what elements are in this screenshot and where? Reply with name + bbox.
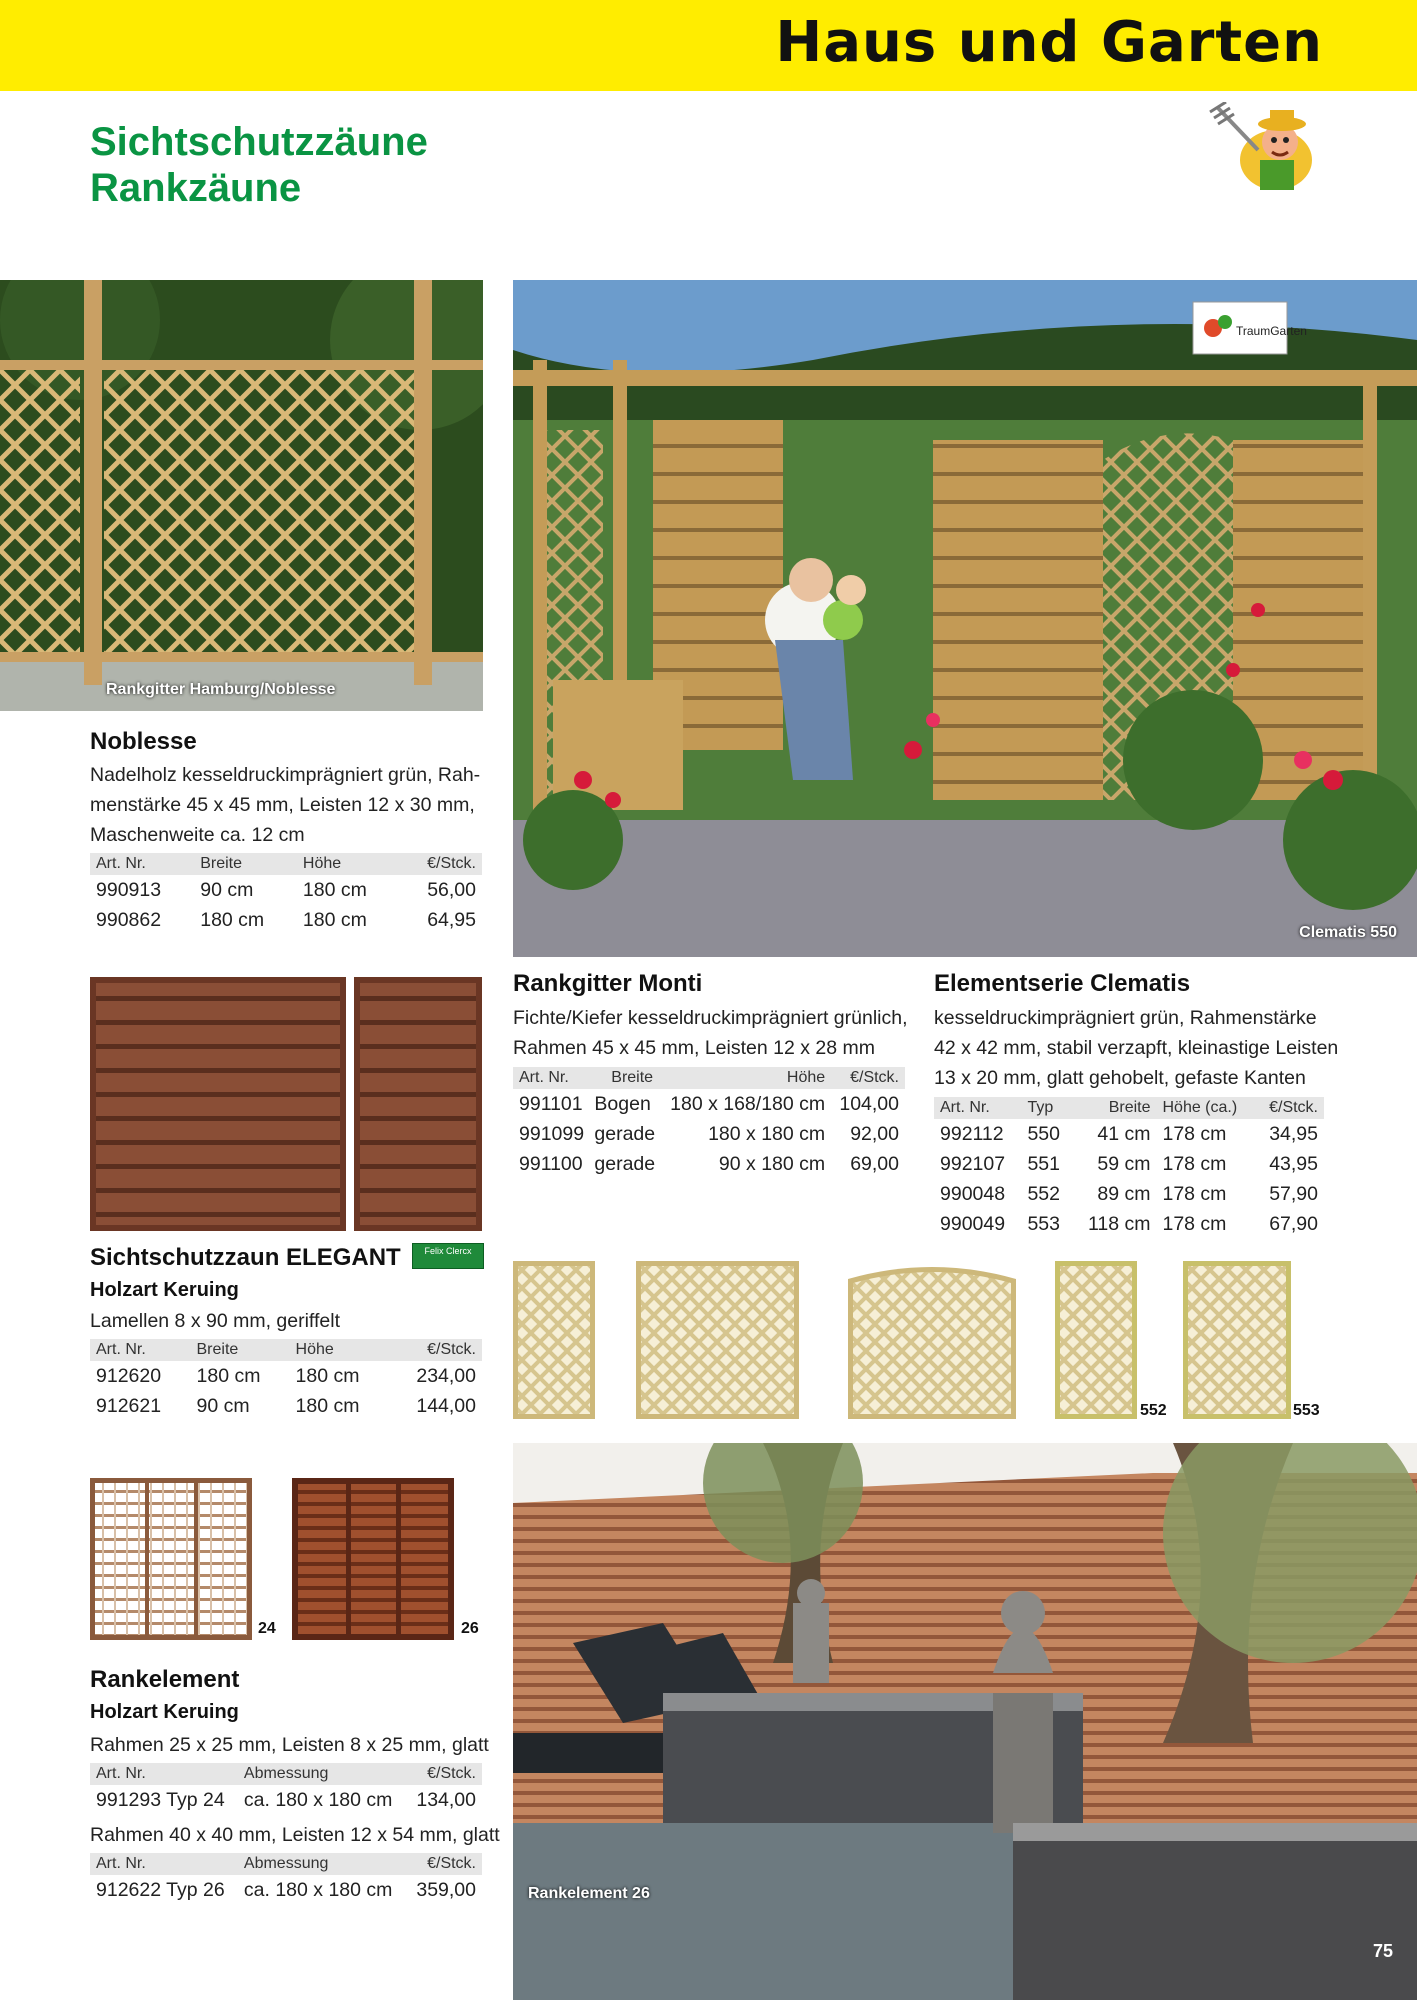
product-title-clematis: Elementserie Clematis bbox=[934, 970, 1191, 997]
product-image-elegant-narrow bbox=[354, 977, 482, 1231]
price-table-monti: Art. Nr. Breite Höhe €/Stck. 991101 Bogen 180 x 168/180 cm 104,00 991099 gerade 180 x 180 cm 92,00 991100 gerade 90 x 180 cm 69,00 bbox=[513, 1067, 905, 1179]
product-subtitle: Holzart Keruing bbox=[90, 1279, 239, 1301]
brand-badge: Felix Clercx bbox=[412, 1243, 484, 1269]
table-row: 990048 552 89 cm 178 cm 57,90 bbox=[940, 1182, 1318, 1205]
lattice-image-monti-straight bbox=[636, 1261, 799, 1419]
product-image-elegant-wide bbox=[90, 977, 346, 1231]
table-row: 990913 90 cm 180 cm 56,00 bbox=[96, 878, 476, 901]
page-title: Sichtschutzzäune bbox=[90, 120, 428, 164]
product-title-noblesse: Noblesse bbox=[90, 728, 197, 755]
type-label-552: 552 bbox=[1140, 1402, 1167, 1419]
photo-caption: Rankelement 26 bbox=[528, 1885, 650, 1902]
table-row: 991293 Typ 24 ca. 180 x 180 cm 134,00 bbox=[96, 1788, 476, 1811]
product-title-rankelement: Rankelement bbox=[90, 1666, 240, 1693]
product-title-elegant: Sichtschutzzaun ELEGANT bbox=[90, 1244, 401, 1271]
table-row: 991101 Bogen 180 x 168/180 cm 104,00 bbox=[519, 1092, 899, 1115]
page-number: 75 bbox=[1372, 1941, 1393, 1961]
price-table-clematis: Art. Nr. Typ Breite Höhe (ca.) €/Stck. 992112 550 41 cm 178 cm 34,95 992107 551 59 cm 178 cm 43,95 990048 552 89 cm 178 cm 57,90 990049 553 118 cm 178 cm 67,90 bbox=[934, 1097, 1324, 1239]
product-description: Lamellen 8 x 90 mm, geriffelt bbox=[90, 1310, 341, 1332]
type-label-26: 26 bbox=[461, 1620, 479, 1637]
section-title: Haus und Garten bbox=[775, 10, 1323, 75]
photo-rankgitter-hamburg bbox=[0, 280, 483, 711]
price-table-elegant: Art. Nr. Breite Höhe €/Stck. 912620 180 cm 180 cm 234,00 912621 90 cm 180 cm 144,00 bbox=[90, 1339, 482, 1421]
price-table-noblesse: Art. Nr. Breite Höhe €/Stck. 990913 90 cm 180 cm 56,00 990862 180 cm 180 cm 64,95 bbox=[90, 853, 482, 935]
table-row: 991099 gerade 180 x 180 cm 92,00 bbox=[519, 1122, 899, 1145]
photo-clematis-pergola bbox=[513, 280, 1417, 957]
product-description: Rahmen 40 x 40 mm, Leisten 12 x 54 mm, glatt bbox=[90, 1824, 500, 1846]
product-description: Fichte/Kiefer kesseldruckimprägniert grünlich, Rahmen 45 x 45 mm, Leisten 12 x 28 mm bbox=[513, 1007, 908, 1059]
table-row: 912621 90 cm 180 cm 144,00 bbox=[96, 1394, 476, 1417]
product-description: kesseldruckimprägniert grün, Rahmenstärke 42 x 42 mm, stabil verzapft, kleinastige Leisten 13 x 20 mm, glatt gehobelt, gefaste Kanten bbox=[934, 1007, 1339, 1089]
brand-logo: TraumGarten bbox=[1236, 324, 1307, 338]
table-row: 912622 Typ 26 ca. 180 x 180 cm 359,00 bbox=[96, 1878, 476, 1901]
table-row: 992107 551 59 cm 178 cm 43,95 bbox=[940, 1152, 1318, 1175]
table-row: 991100 gerade 90 x 180 cm 69,00 bbox=[519, 1152, 899, 1175]
photo-rankelement-garden bbox=[513, 1443, 1417, 2000]
price-table-rankelement-24: Art. Nr. Abmessung €/Stck. 991293 Typ 24 ca. 180 x 180 cm 134,00 bbox=[90, 1763, 482, 1815]
product-image-rankelement-26 bbox=[292, 1478, 454, 1640]
lattice-defs bbox=[0, 0, 1, 1]
product-description: Nadelholz kesseldruckimprägniert grün, Rah- menstärke 45 x 45 mm, Leisten 12 x 30 mm, Maschenweite ca. 12 cm bbox=[90, 764, 481, 846]
table-row: 990862 180 cm 180 cm 64,95 bbox=[96, 908, 476, 931]
lattice-image-monti-arch bbox=[848, 1261, 1016, 1419]
product-subtitle: Holzart Keruing bbox=[90, 1701, 239, 1723]
table-row: 912620 180 cm 180 cm 234,00 bbox=[96, 1364, 476, 1387]
photo-caption: Rankgitter Hamburg/Noblesse bbox=[106, 681, 336, 698]
price-table-rankelement-26: Art. Nr. Abmessung €/Stck. 912622 Typ 26 ca. 180 x 180 cm 359,00 bbox=[90, 1853, 482, 1905]
product-image-rankelement-24 bbox=[90, 1478, 252, 1640]
gardener-mascot-icon bbox=[1208, 102, 1326, 194]
table-row: 992112 550 41 cm 178 cm 34,95 bbox=[940, 1122, 1318, 1145]
lattice-image-clematis-553 bbox=[1183, 1261, 1291, 1419]
lattice-image-monti-narrow bbox=[513, 1261, 595, 1419]
product-description: Rahmen 25 x 25 mm, Leisten 8 x 25 mm, glatt bbox=[90, 1734, 489, 1756]
photo-caption: Clematis 550 bbox=[1299, 924, 1397, 941]
page-subtitle: Rankzäune bbox=[90, 166, 302, 210]
type-label-24: 24 bbox=[258, 1620, 276, 1637]
product-title-monti: Rankgitter Monti bbox=[513, 970, 703, 997]
lattice-image-clematis-552 bbox=[1055, 1261, 1137, 1419]
table-row: 990049 553 118 cm 178 cm 67,90 bbox=[940, 1212, 1318, 1235]
type-label-553: 553 bbox=[1293, 1402, 1320, 1419]
